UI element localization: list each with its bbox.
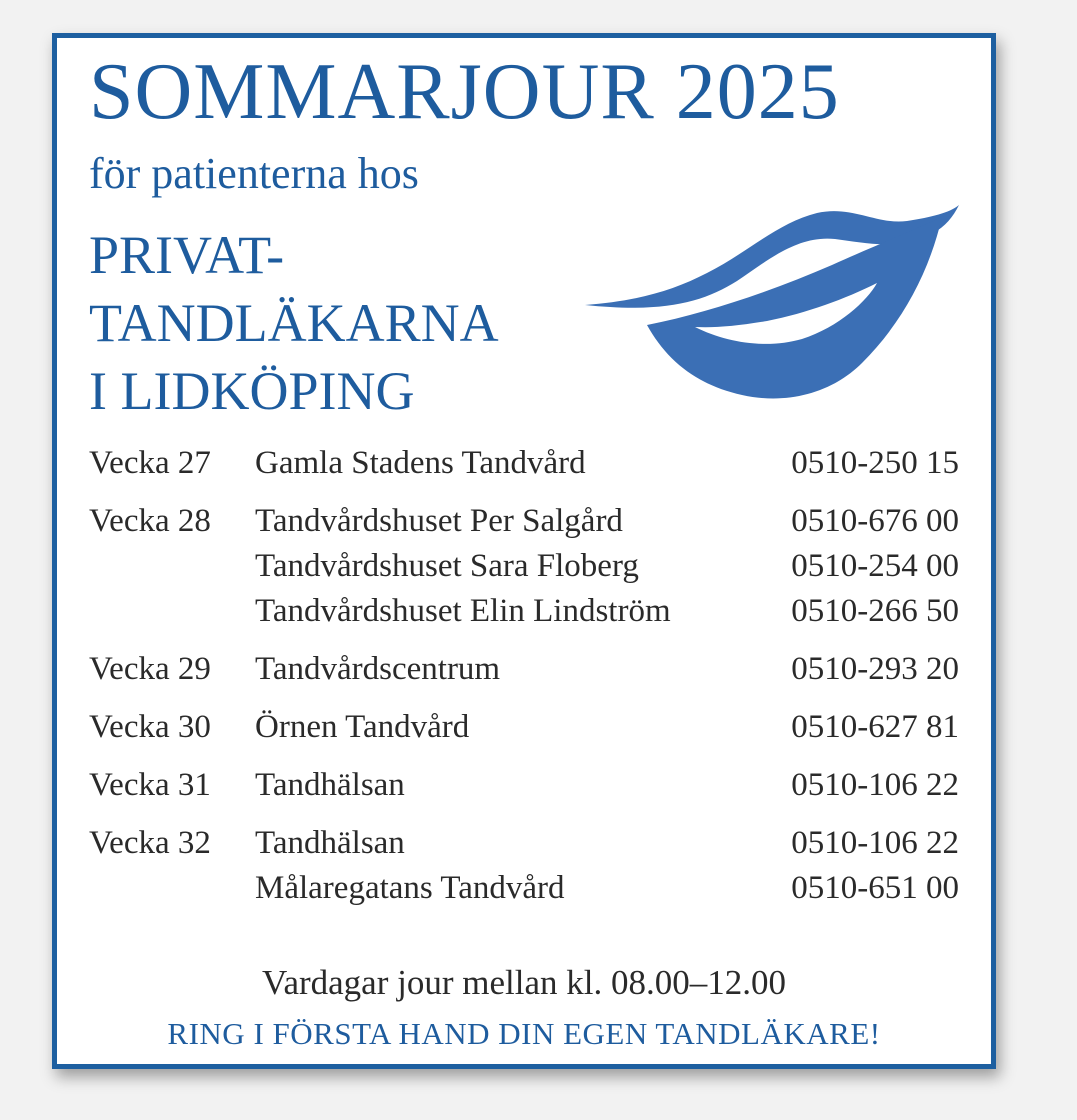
week-group (89, 763, 959, 808)
week-group (89, 441, 959, 486)
page-title: SOMMARJOUR 2025 (89, 48, 840, 136)
clinic-name: Tandhälsan (255, 767, 405, 803)
phone-number: 0510-250 15 (791, 445, 959, 481)
organization-line: PRIVAT- (89, 225, 285, 285)
clinic-name: Tandhälsan (255, 825, 405, 861)
lips-icon (577, 173, 967, 413)
schedule-row (89, 647, 959, 692)
advertisement-card (52, 33, 996, 1069)
schedule-row (89, 705, 959, 750)
callout-message: RING I FÖRSTA HAND DIN EGEN TANDLÄKARE! (167, 1016, 881, 1051)
schedule-row (89, 499, 959, 544)
week-label: Vecka 30 (89, 709, 211, 745)
phone-number: 0510-676 00 (791, 503, 959, 539)
clinic-name: Tandvårdshuset Per Salgård (255, 503, 623, 539)
organization-line: TANDLÄKARNA (89, 293, 499, 353)
organization-line: I LIDKÖPING (89, 361, 415, 421)
schedule-list (89, 441, 959, 924)
schedule-row (89, 544, 959, 589)
clinic-name: Målaregatans Tandvård (255, 870, 565, 906)
schedule-row (89, 441, 959, 486)
week-group (89, 821, 959, 911)
phone-number: 0510-266 50 (791, 593, 959, 629)
week-label: Vecka 27 (89, 445, 211, 481)
clinic-name: Gamla Stadens Tandvård (255, 445, 586, 481)
clinic-name: Tandvårdscentrum (255, 651, 501, 687)
clinic-name: Tandvårdshuset Elin Lindström (255, 593, 671, 629)
phone-number: 0510-651 00 (791, 870, 959, 906)
opening-hours: Vardagar jour mellan kl. 08.00–12.00 (262, 963, 786, 1002)
phone-number: 0510-293 20 (791, 651, 959, 687)
phone-number: 0510-106 22 (791, 767, 959, 803)
schedule-row (89, 821, 959, 866)
week-group (89, 499, 959, 634)
week-label: Vecka 29 (89, 651, 211, 687)
clinic-name: Örnen Tandvård (255, 709, 470, 745)
week-label: Vecka 31 (89, 767, 211, 803)
phone-number: 0510-627 81 (791, 709, 959, 745)
phone-number: 0510-254 00 (791, 548, 959, 584)
schedule-row (89, 589, 959, 634)
week-label: Vecka 32 (89, 825, 211, 861)
clinic-name: Tandvårdshuset Sara Floberg (255, 548, 639, 584)
schedule-row (89, 866, 959, 911)
schedule-row (89, 763, 959, 808)
week-group (89, 705, 959, 750)
phone-number: 0510-106 22 (791, 825, 959, 861)
subtitle: för patienterna hos (89, 149, 419, 198)
week-label: Vecka 28 (89, 503, 211, 539)
organization-name (89, 221, 499, 425)
week-group (89, 647, 959, 692)
